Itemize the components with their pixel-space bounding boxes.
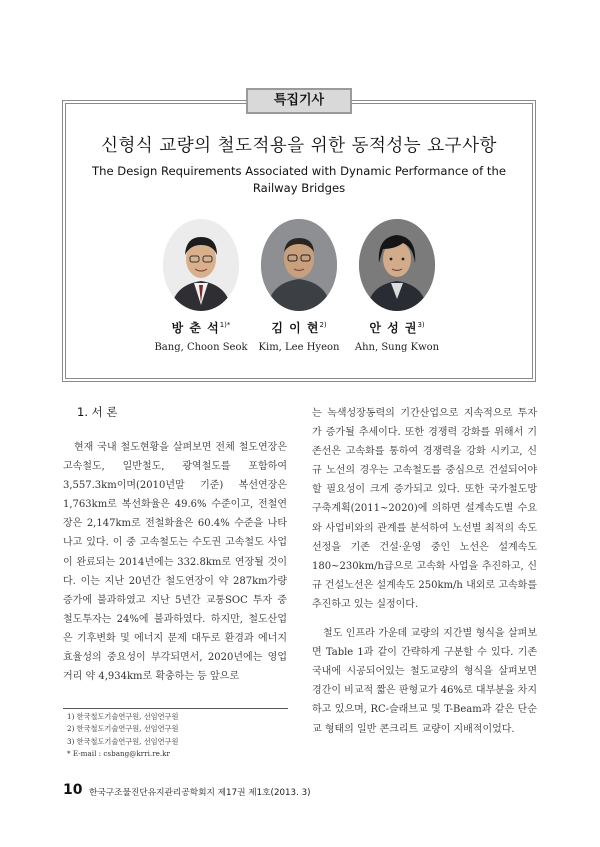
- author-name-korean: 안 성 권$^{3)}$: [369, 321, 425, 335]
- author-name-korean: 김 이 현$^{2)}$: [271, 321, 327, 335]
- author-photo-1: [163, 219, 239, 311]
- author-photo-3: [359, 219, 435, 311]
- body-column-left: [63, 438, 287, 686]
- section-tag: 특집기사: [246, 88, 352, 114]
- footnote-divider: [63, 708, 288, 709]
- page-number: 10: [63, 782, 83, 798]
- footnote: 3) 한국철도기술연구원, 선임연구원: [67, 736, 179, 746]
- title-korean: 신형식 교량의 철도적용을 위한 동적성능 요구사항: [101, 136, 497, 156]
- body-column-right: [312, 404, 537, 739]
- title-english: The Design Requirements Associated with Dynamic Performance of the Railway Bridges: [92, 164, 506, 195]
- author-photo-2: [261, 219, 337, 311]
- author-name-english: Ahn, Sung Kwon: [354, 342, 440, 353]
- author-name-korean: 방 춘 석$^{1)*}$: [171, 321, 231, 335]
- body-paragraph: 는 녹색성장동력의 기간산업으로 지속적으로 투자가 증가될 추세이다. 또한 경쟁력 강화를 위해서 기존선은 고속화를 통하여 경쟁력을 강화 시키고, 신규 노선의 경우는 고속철도를 중심으로 건설되어야 할 필요성이 크게 증가되고 있다. 또한 국가철도망구축계획(2011~2020)에 의하면 설계속도별 수요와 사업비와의 관계를 분석하여 노선별 최적의 속도선정을 기존 건설·운영 중인 노선은 설계속도 180~230km/h급으로 고속화 사업을 추진하고, 신규 건설노선은 설계속도 250km/h 내외로 고속화를 추진하고 있는 실정이다.: [312, 408, 537, 610]
- journal-citation: 한국구조물진단유지관리공학회지 제17권 제1호(2013. 3): [89, 788, 311, 798]
- body-paragraph: 철도 인프라 가운데 교량의 지간별 형식을 살펴보면 Table 1과 같이 간략하게 구분할 수 있다. 기존 국내에 시공되어있는 철도교량의 형식을 살펴보면 경간이 비교적 짧은 판형교가 46%로 대부분을 차지하고 있으며, RC-슬래브교 및 T-Beam과 같은 단순교 형태의 일반 콘크리트 교량이 지배적이었다.: [312, 628, 537, 735]
- footnote: 2) 한국철도기술연구원, 선임연구원: [67, 724, 179, 734]
- author-name-english: Bang, Choon Seok: [154, 342, 248, 353]
- footnotes: [67, 711, 292, 761]
- footnote: 1) 한국철도기술연구원, 선임연구원: [67, 712, 179, 721]
- body-paragraph: 현재 국내 철도현황을 살펴보면 전체 철도연장은 고속철도, 일반철도, 광역철도를 포함하여 3,557.3km이며(2010년말 기준) 복선연장은 1,763km로 복선화율은 49.6% 수준이고, 전철연장은 2,147km로 전철화율은 60.4% 수준을 나타나고 있다. 이 중 고속철도는 수도권 고속철도 사업이 완료되는 2014년에는 332.8km로 연장될 것이다. 이는 지난 20년간 철도연장이 약 287km가량 증가에 불과하였고 지난 5년간 교통SOC 투자 중 철도투자는 24%에 불과하였다. 하지만, 철도산업은 기후변화 및 에너지 문제 대두로 환경과 에너지 효율성의 중요성이 부각되면서, 2020년에는 영업거리 약 4,934km로 확충하는 등 앞으로: [63, 442, 287, 683]
- section-heading: 1. 서 론: [77, 405, 118, 419]
- author-name-english: Kim, Lee Hyeon: [258, 342, 340, 353]
- footnote-email: * E-mail : csbang@krri.re.kr: [67, 749, 170, 759]
